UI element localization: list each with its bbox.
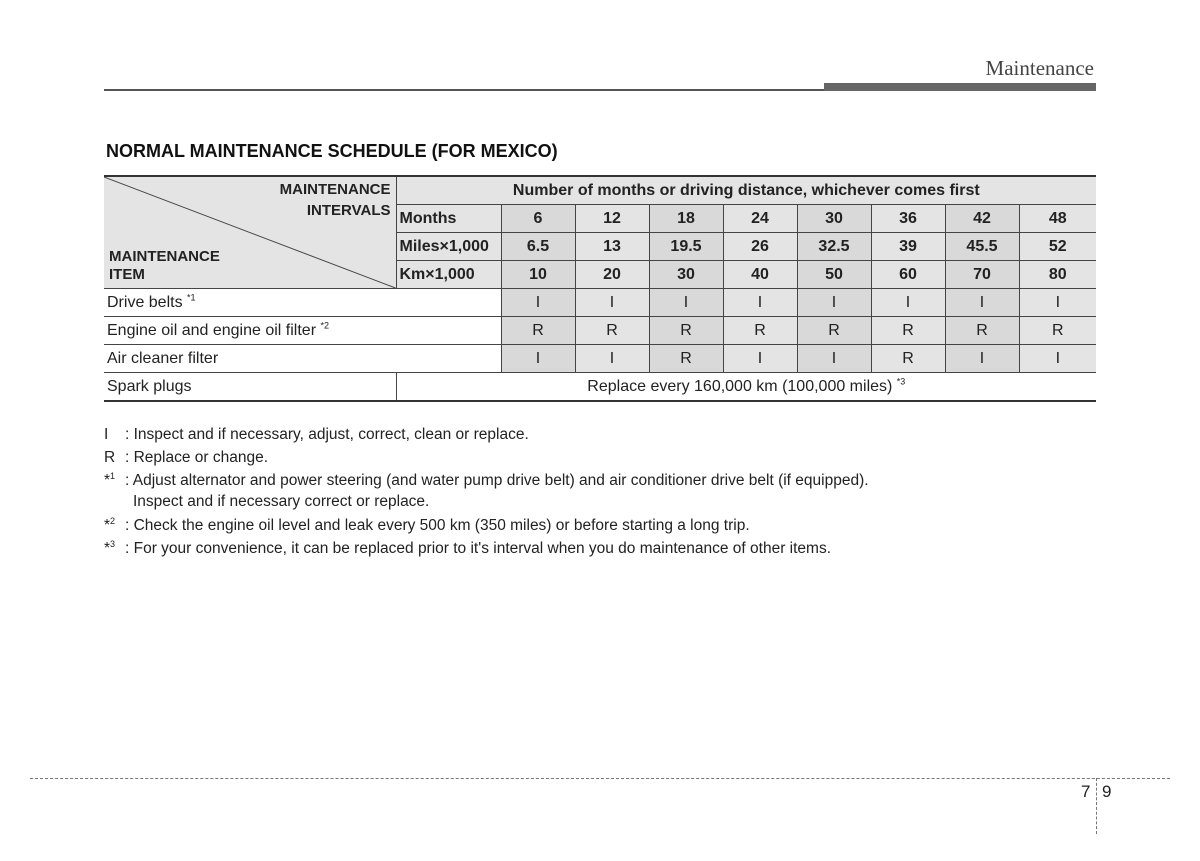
schedule-cell: R	[1019, 317, 1096, 345]
months-cell: 6	[501, 205, 575, 233]
schedule-cell: R	[501, 317, 575, 345]
page-header-title: Maintenance	[985, 56, 1094, 80]
miles-cell: 39	[871, 233, 945, 261]
km-label: Km×1,000	[396, 261, 501, 289]
item-name: Engine oil and engine oil filter	[107, 321, 321, 339]
schedule-cell: I	[501, 289, 575, 317]
months-cell: 18	[649, 205, 723, 233]
schedule-cell: I	[797, 289, 871, 317]
schedule-cell: I	[575, 345, 649, 373]
note-mark: *$^1$	[104, 470, 116, 489]
km-cell: 60	[871, 261, 945, 289]
spark-plugs-note: Replace every 160,000 km (100,000 miles)	[587, 377, 897, 395]
schedule-cell: R	[723, 317, 797, 345]
schedule-cell: I	[723, 345, 797, 373]
schedule-cell: I	[1019, 345, 1096, 373]
schedule-cell: I	[723, 289, 797, 317]
schedule-cell: I	[945, 289, 1019, 317]
miles-cell: 13	[575, 233, 649, 261]
schedule-cell: I	[945, 345, 1019, 373]
note-mark: *$^2$	[104, 515, 116, 534]
months-cell: 36	[871, 205, 945, 233]
header-row-span	[104, 176, 1096, 205]
note-text: : Check the engine oil level and leak every 500 km (350 miles) or before starting a long trip.	[125, 517, 750, 534]
schedule-cell: R	[649, 317, 723, 345]
item-footnote-mark: *2	[320, 320, 329, 331]
schedule-cell: R	[871, 317, 945, 345]
item-name-cell: Spark plugs	[104, 373, 396, 402]
footer-divider	[1096, 778, 1097, 834]
schedule-cell: I	[1019, 289, 1096, 317]
schedule-cell: R	[945, 317, 1019, 345]
km-cell: 80	[1019, 261, 1096, 289]
header-rule-accent	[824, 83, 1096, 91]
corner-item-label	[109, 248, 220, 284]
months-cell: 48	[1019, 205, 1096, 233]
corner-intervals-line2: INTERVALS	[306, 202, 391, 219]
item-name-cell	[104, 289, 501, 317]
km-cell: 10	[501, 261, 575, 289]
km-cell: 30	[649, 261, 723, 289]
chapter-number: 7	[1081, 782, 1091, 801]
item-name: Air cleaner filter	[107, 349, 219, 367]
miles-cell: 19.5	[649, 233, 723, 261]
schedule-cell: I	[575, 289, 649, 317]
months-cell: 24	[723, 205, 797, 233]
months-label: Months	[396, 205, 501, 233]
item-footnote-mark: *1	[187, 292, 196, 303]
footer-rule	[30, 778, 1170, 779]
schedule-cell: R	[797, 317, 871, 345]
miles-label: Miles×1,000	[396, 233, 501, 261]
corner-intervals-label	[280, 179, 391, 221]
schedule-cell: R	[871, 345, 945, 373]
km-cell: 20	[575, 261, 649, 289]
km-cell: 40	[723, 261, 797, 289]
spark-footnote-mark: *3	[896, 376, 906, 387]
schedule-cell: I	[501, 345, 575, 373]
header-rule	[104, 89, 824, 91]
note-text-continued: Inspect and if necessary correct or replace.	[133, 493, 430, 510]
item-name-cell	[104, 317, 501, 345]
table-row-drive-belts	[104, 289, 1096, 317]
note-text: : Inspect and if necessary, adjust, correct, clean or replace.	[125, 426, 529, 443]
schedule-cell: I	[797, 345, 871, 373]
item-name-cell	[104, 345, 501, 373]
miles-cell: 45.5	[945, 233, 1019, 261]
section-title: NORMAL MAINTENANCE SCHEDULE (FOR MEXICO)	[106, 141, 558, 161]
corner-intervals-line1: MAINTENANCE	[279, 181, 391, 198]
miles-cell: 26	[723, 233, 797, 261]
note-text: : Replace or change.	[125, 449, 269, 466]
months-cell: 42	[945, 205, 1019, 233]
schedule-cell: R	[575, 317, 649, 345]
schedule-cell: R	[649, 345, 723, 373]
km-cell: 50	[797, 261, 871, 289]
note-text: : For your convenience, it can be replaced prior to it's interval when you do maintenance of other items.	[125, 540, 831, 557]
note-mark: *$^3$	[104, 538, 116, 557]
schedule-cell: I	[871, 289, 945, 317]
table-row-air-cleaner	[104, 345, 1096, 373]
note-mark: R	[104, 449, 116, 466]
item-name: Drive belts	[107, 293, 188, 311]
schedule-cell: I	[649, 289, 723, 317]
months-cell: 30	[797, 205, 871, 233]
corner-item-line1: MAINTENANCE	[109, 248, 220, 265]
miles-cell: 52	[1019, 233, 1096, 261]
table-row-spark-plugs	[104, 373, 1096, 402]
miles-cell: 32.5	[797, 233, 871, 261]
spark-plugs-note-cell	[396, 373, 1096, 402]
months-cell: 12	[575, 205, 649, 233]
miles-cell: 6.5	[501, 233, 575, 261]
note-mark: I	[104, 426, 109, 443]
span-header-cell: Number of months or driving distance, whichever comes first	[396, 176, 1096, 205]
note-text: : Adjust alternator and power steering (and water pump drive belt) and air conditioner drive belt (if equipped).	[125, 472, 869, 489]
table-corner-cell	[104, 176, 396, 289]
maintenance-schedule-table	[104, 175, 1096, 402]
table-row-engine-oil	[104, 317, 1096, 345]
corner-item-line2: ITEM	[109, 266, 145, 283]
page-number: 9	[1102, 782, 1112, 801]
km-cell: 70	[945, 261, 1019, 289]
